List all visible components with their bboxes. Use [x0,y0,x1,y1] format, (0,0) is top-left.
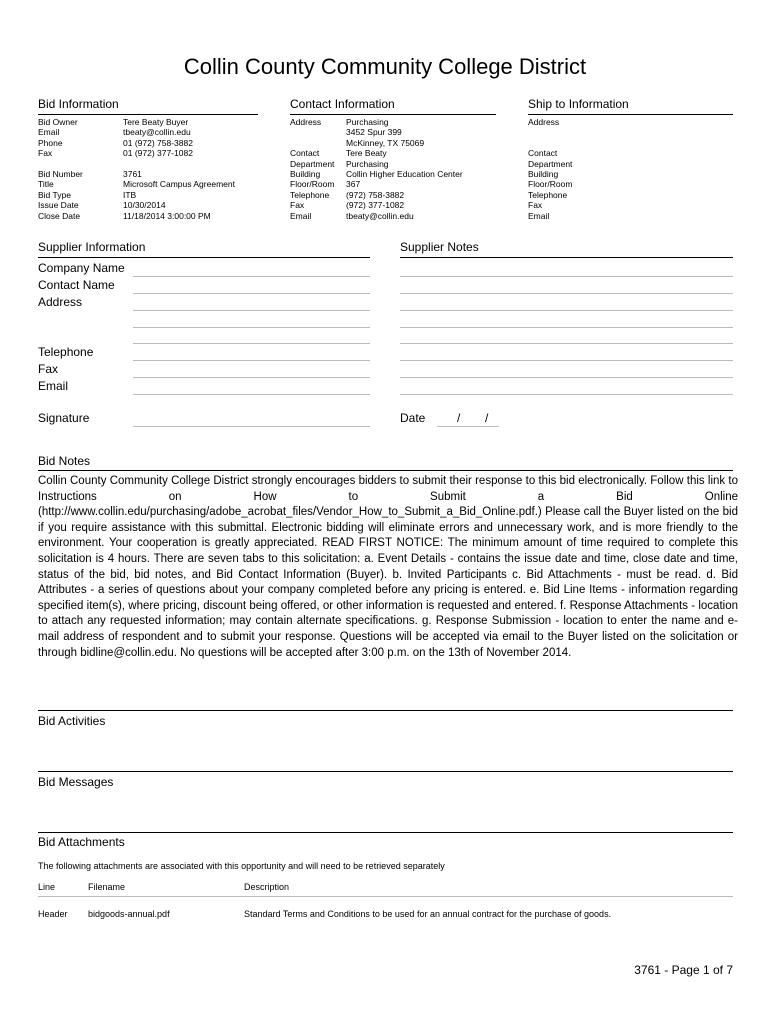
fax-field[interactable] [133,377,370,378]
address-field-1[interactable] [133,310,370,311]
floor-room-value: 367 [346,179,361,190]
supplier-notes-line[interactable] [400,394,733,395]
supplier-fax-label: Fax [38,362,59,376]
supplier-address-label: Address [38,295,83,309]
ship-fax-label: Fax [528,200,543,211]
page-title: Collin County Community College District [183,54,587,79]
department-label: Department [290,158,335,169]
contact-fax-label: Fax [290,200,305,211]
bid-phone-label: Phone [38,137,63,148]
building-value: Collin Higher Education Center [346,168,463,179]
contact-fax-value: (972) 377-1082 [346,200,405,211]
contact-info-values [346,117,463,221]
page-number: 3761 - Page 1 of 7 [634,963,733,977]
email-field[interactable] [133,394,370,395]
company-name-field[interactable] [133,276,370,277]
bid-email-label: Email [38,127,60,138]
close-date-value: 11/18/2014 3:00:00 PM [123,210,211,221]
bid-email-value: tbeaty@collin.edu [123,127,191,138]
date-field[interactable] [437,426,499,427]
bid-fax-label: Fax [38,148,53,159]
contact-information-heading: Contact Information [290,97,395,111]
contact-value: Tere Beaty [346,148,387,159]
supplier-notes-heading: Supplier Notes [400,240,479,254]
contact-information-rule [290,114,496,115]
contact-address-label: Address [290,117,322,127]
bid-messages-heading: Bid Messages [38,775,114,789]
col-description-header: Description [244,882,290,892]
issue-date-label: Issue Date [38,200,79,211]
col-line-header: Line [38,882,56,892]
attachment-line: Header [38,909,68,919]
address-line-1: Purchasing [346,117,389,127]
bid-info-values [123,117,235,221]
floor-room-label: Floor/Room [290,179,335,190]
bid-messages-rule [38,771,733,772]
bid-number-label: Bid Number [38,168,83,179]
department-value: Purchasing [346,158,389,169]
ship-email-label: Email [528,210,550,221]
ship-floor-room-label: Floor/Room [528,179,573,190]
address-line-3: McKinney, TX 75069 [346,137,425,148]
contact-email-value: tbeaty@collin.edu [346,210,414,221]
close-date-label: Close Date [38,210,81,221]
supplier-notes-line[interactable] [400,327,733,328]
signature-label: Signature [38,411,90,425]
ship-to-information-heading: Ship to Information [528,97,629,111]
telephone-field[interactable] [133,360,370,361]
ship-to-labels [528,117,572,221]
date-separator-1: / [457,411,461,425]
supplier-notes-line[interactable] [400,360,733,361]
address-field-2[interactable] [133,327,370,328]
address-field-3[interactable] [133,343,370,344]
bid-notes-heading: Bid Notes [38,454,91,468]
bid-fax-value: 01 (972) 377-1082 [123,148,193,159]
bid-information-heading: Bid Information [38,97,119,111]
contact-info-labels [290,117,334,221]
bid-title-label: Title [38,179,54,190]
contact-name-label: Contact Name [38,278,115,292]
bid-attachments-rule [38,832,733,833]
bid-title-value: Microsoft Campus Agreement [123,179,235,190]
ship-building-label: Building [528,168,559,179]
signature-field[interactable] [133,426,370,427]
supplier-notes-rule [400,257,733,258]
supplier-information-heading: Supplier Information [38,240,146,254]
bid-activities-rule [38,710,733,711]
bid-phone-value: 01 (972) 758-3882 [123,137,193,148]
date-separator-2: / [485,411,489,425]
bid-type-value: ITB [123,189,137,200]
contact-label: Contact [290,148,320,159]
ship-telephone-label: Telephone [528,189,568,200]
address-line-2: 3452 Spur 399 [346,127,402,138]
bid-attachments-heading: Bid Attachments [38,835,125,849]
supplier-telephone-label: Telephone [38,345,94,359]
ship-address-label: Address [528,117,560,127]
ship-department-label: Department [528,158,573,169]
ship-to-information-rule [528,114,733,115]
col-filename-header: Filename [88,882,126,892]
bid-owner-label: Bid Owner [38,117,78,127]
supplier-email-label: Email [38,379,69,393]
ship-contact-label: Contact [528,148,558,159]
building-label: Building [290,168,321,179]
attachment-description: Standard Terms and Conditions to be used for an annual contract for the purchase of goods. [244,909,612,919]
contact-name-field[interactable] [133,293,370,294]
bid-number-value: 3761 [123,168,142,179]
date-label: Date [400,411,426,425]
bid-type-label: Bid Type [38,189,71,200]
bid-information-rule [38,114,258,115]
bid-info-labels [38,117,83,221]
telephone-label: Telephone [290,189,330,200]
attachments-table-rule [38,896,733,897]
company-name-label: Company Name [38,261,125,275]
telephone-value: (972) 758-3882 [346,189,405,200]
supplier-notes-line[interactable] [400,377,733,378]
issue-date-value: 10/30/2014 [123,200,166,211]
bid-notes-rule [38,470,733,471]
supplier-notes-line[interactable] [400,310,733,311]
supplier-information-rule [38,257,370,258]
bid-notes-text: Collin County Community College District strongly encourages bidders to submit their response to this bid electronically. Follow this link to Instructions on How to Submit a Bid Online (http://www.collin.edu/purchasing/adobe_acrobat_files/Vendor_How_to_Submit_a_Bid_Online.pdf.) Please call the Buyer listed on the bid if you require assistance with this submittal. Electronic bidding will eliminate errors and unnecessary work, and is more friendly to the environment. Your cooperation is greatly appreciated. READ FIRST NOTICE: The minimum amount of time required to complete this solicitation is 4 hours. There are seven tabs to this solicitation: a. Event Details - contains the issue date and time, close date and time, status of the bid, bid notes, and Bid Contact Information (Buyer). b. Invited Participants c. Bid Attachments - must be read. d. Bid Attributes - a series of questions about your company completed before any pricing is entered. e. Bid Line Items - information regarding specified item(s), where pricing, discount being offered, or other information is requested and entered. f. Response Attachments - location to attach any requested information; may contain alternate specifications. g. Response Submission - location to enter the name and e-mail address of respondent and to submit your response. Questions will be accepted via email to the Buyer listed on the solicitation or through bidline@collin.edu. No questions will be accepted after 3:00 p.m. on the 13th of November 2014. [38,475,738,659]
attachments-intro: The following attachments are associated with this opportunity and will need to be retrieved separately [38,861,445,871]
supplier-notes-line[interactable] [400,276,733,277]
supplier-notes-line[interactable] [400,343,733,344]
supplier-notes-line[interactable] [400,293,733,294]
bid-activities-heading: Bid Activities [38,714,106,728]
bid-owner-value: Tere Beaty Buyer [123,117,189,127]
contact-email-label: Email [290,210,312,221]
attachment-filename-link[interactable]: bidgoods-annual.pdf [88,909,170,919]
